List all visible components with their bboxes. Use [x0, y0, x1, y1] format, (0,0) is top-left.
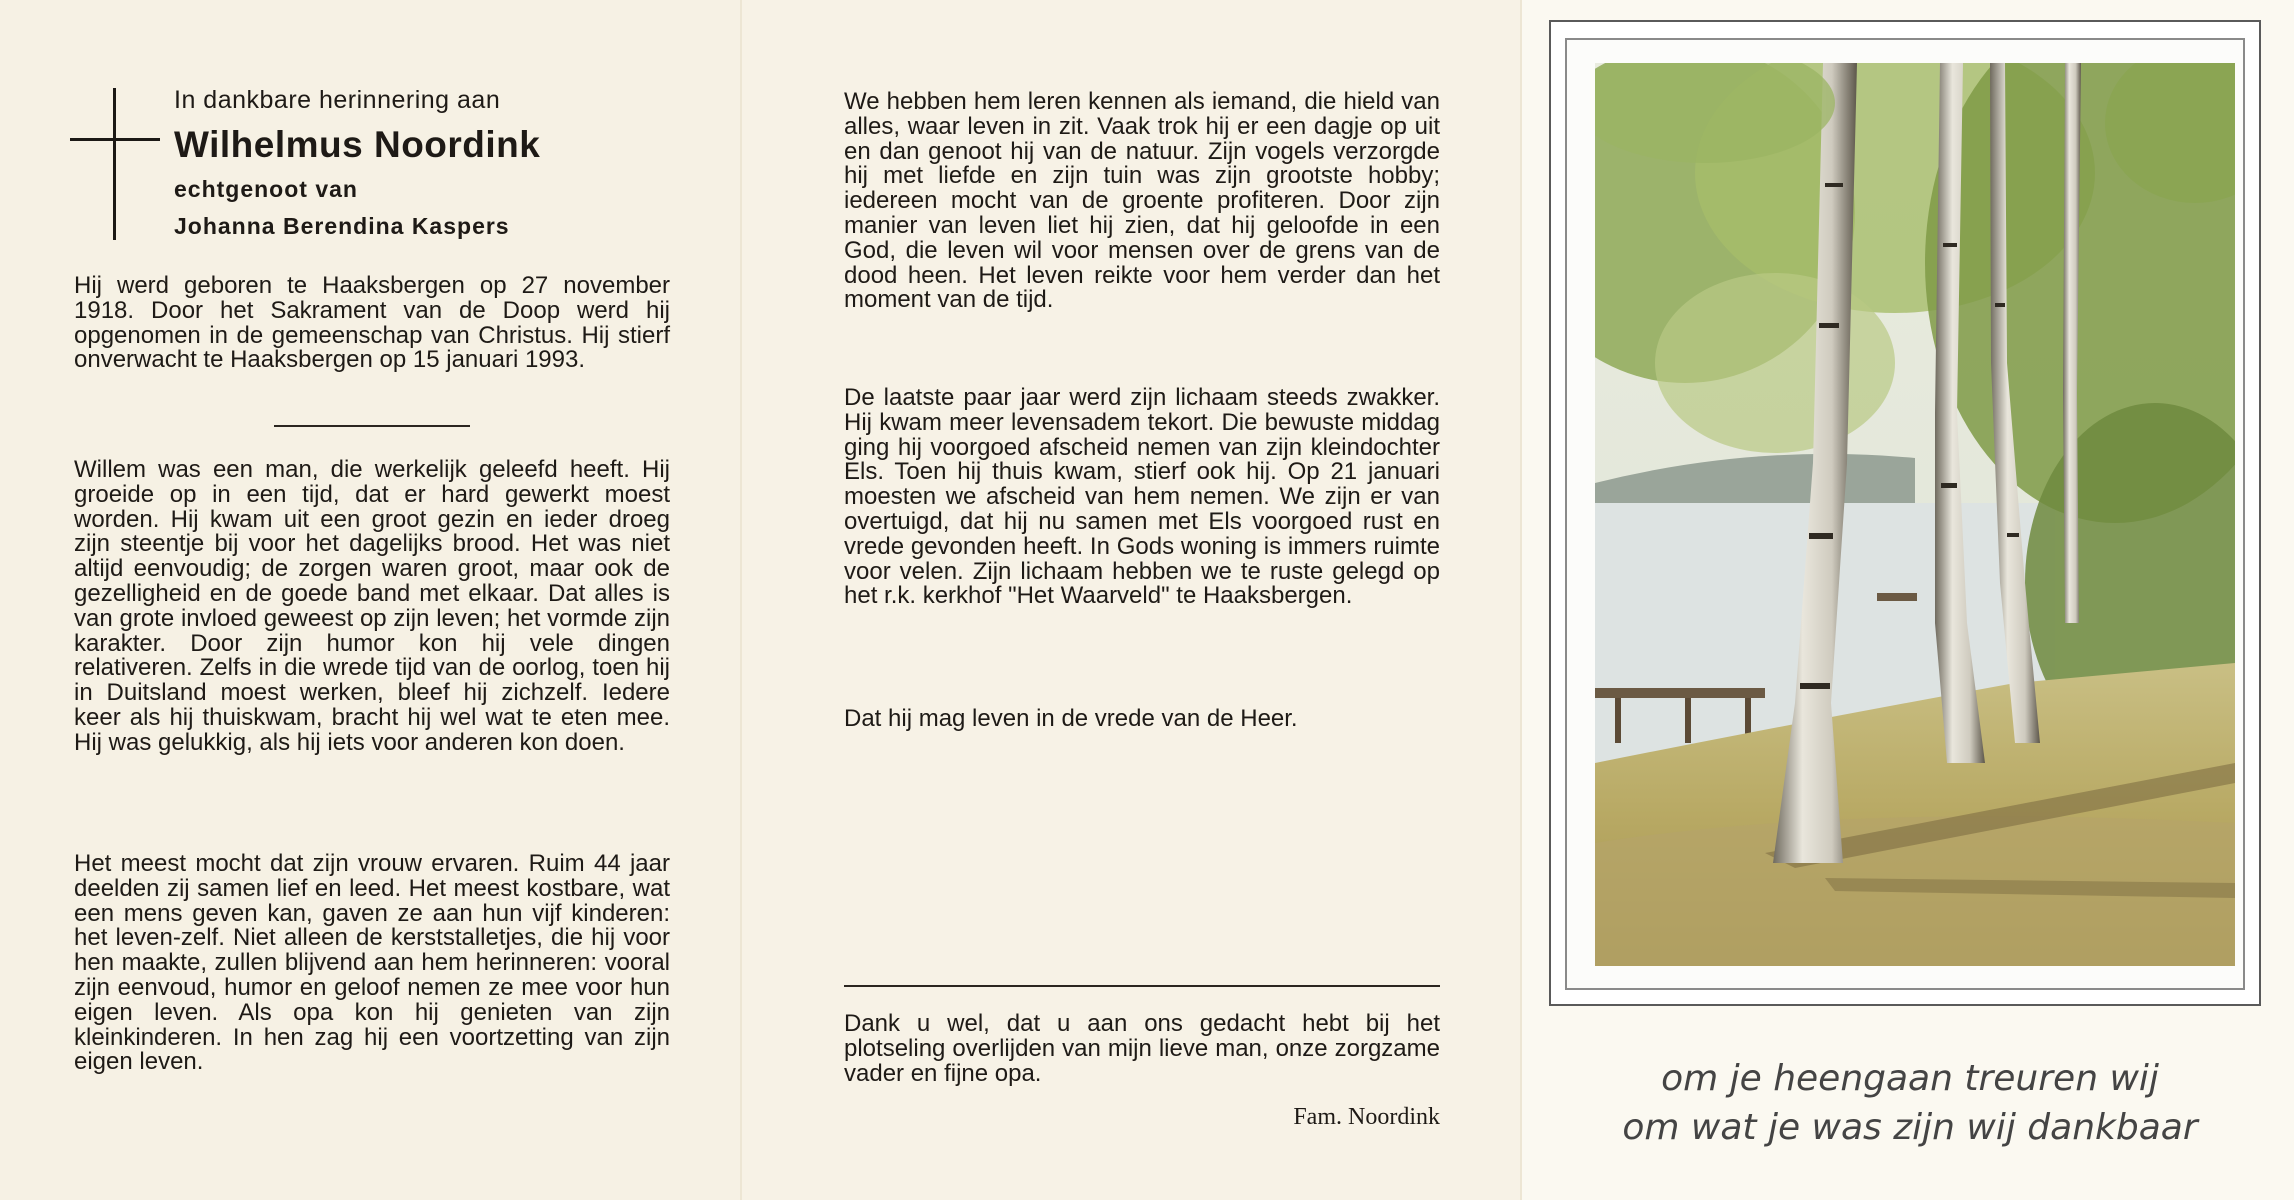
deceased-name: Wilhelmus Noordink — [174, 124, 541, 165]
divider — [274, 425, 470, 427]
spouse-name: Johanna Berendina Kaspers — [174, 213, 510, 239]
blessing-text: Dat hij mag leven in de vrede van de Heer. — [844, 705, 1298, 732]
verse-line-1: om je heengaan treuren wij — [1661, 1058, 2159, 1099]
cross-icon — [113, 88, 116, 240]
family-paragraph: Het meest mocht dat zijn vrouw ervaren. Ruim 44 jaar deelden zij samen lief en leed. Het meest kostbare, wat een mens geven kan, gaven ze aan hun vijf kinderen: het leven-zelf. Niet alleen de kerststalletjes, die hij voor hen maakte, zullen blijvend aan hem herinneren: vooral zijn eenvoud, humor en geloof nemen ze mee voor hun eigen leven. Als opa kon hij genieten van zijn kleinkinderen. In hen zag hij een voortzetting van zijn eigen leven. — [74, 850, 670, 1076]
birch-trees-photo — [1595, 63, 2235, 966]
thanks-paragraph: Dank u wel, dat u aan ons gedacht hebt bij het plotseling overlijden van mijn lieve man, onze zorgzame vader en fijne opa. — [844, 1010, 1440, 1087]
life-paragraph: Willem was een man, die werkelijk geleefd heeft. Hij groeide op in een tijd, dat er hard gewerkt moest worden. Hij kwam uit een groot gezin en ieder droeg zijn steentje bij voor het dagelijks brood. Het was niet altijd eenvoudig; de zorgen waren groot, maar ook de gezelligheid en de goede band met elkaar. Dat alles is van grote invloed geweest op zijn leven; het vormde zijn karakter. Door zijn humor kon hij vele dingen relativeren. Zelfs in die wrede tijd van de oorlog, toen hij in Duitsland moest werken, bleef hij zichzelf. Iedere keer als hij thuiskwam, bracht hij wel wat te eten mee. Hij was gelukkig, als hij iets voor anderen kon doen. — [74, 456, 670, 756]
verse-line-2: om wat je was zijn wij dankbaar — [1622, 1107, 2198, 1148]
divider — [844, 985, 1440, 987]
cross-icon-bar — [70, 138, 160, 141]
fold-line — [1520, 0, 1522, 1200]
final-years-paragraph: De laatste paar jaar werd zijn lichaam steeds zwakker. Hij kwam meer levensadem tekort. Die bewuste middag ging hij voorgoed afscheid nemen van zijn kleindochter Els. Toen hij thuis kwam, stierf ook hij. Op 21 januari moesten we afscheid van hem nemen. We zijn er van overtuigd, dat hij nu samen met Els voorgoed rust en vrede gevonden heeft. In Gods woning is immers ruimte voor velen. Zijn lichaam hebben we te ruste gelegd op het r.k. kerkhof "Het Waarveld" te Haaksbergen. — [844, 384, 1440, 610]
intro-text: In dankbare herinnering aan — [174, 86, 501, 114]
character-paragraph: We hebben hem leren kennen als iemand, die hield van alles, waar leven in zit. Vaak trok hij er een dagje op uit en dan genoot hij van de natuur. Zijn vogels verzorgde hij met liefde en zijn tuin was zijn grootste hobby; iedereen mocht van de groente profiteren. Door zijn manier van leven liet hij zien, dat hij geloofde in een God, die leven wil voor mensen over de grens van de dood heen. Het leven reikte voor hem verder dan het moment van de tijd. — [844, 88, 1440, 314]
birth-paragraph: Hij werd geboren te Haaksbergen op 27 november 1918. Door het Sakrament van de Doop werd hij opgenomen in de gemeenschap van Christus. Hij stierf onverwacht te Haaksbergen op 15 januari 1993. — [74, 272, 670, 374]
signature: Fam. Noordink — [1293, 1104, 1440, 1130]
fold-line — [740, 0, 742, 1200]
spouse-label: echtgenoot van — [174, 176, 358, 202]
